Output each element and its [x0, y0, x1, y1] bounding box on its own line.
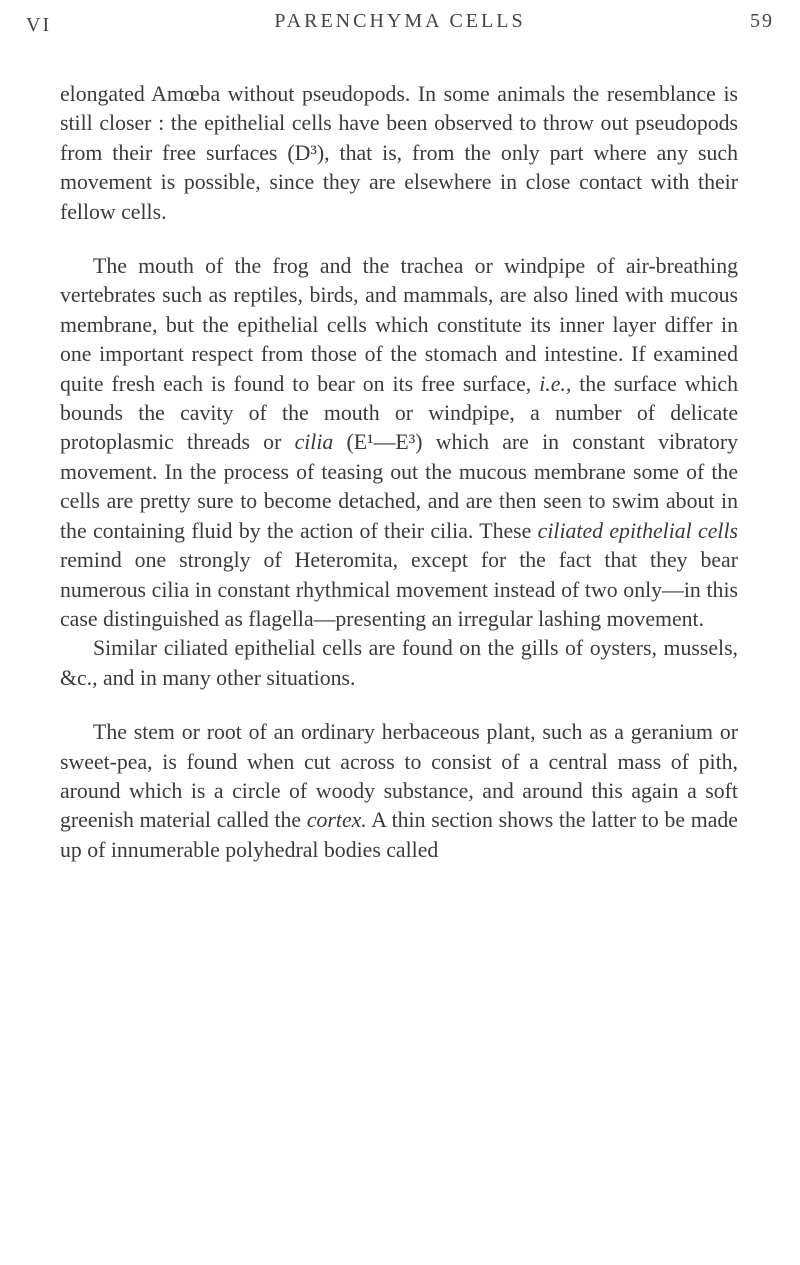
paragraph-text: elongated Amœba without pseudopods. In some animals the resemblance is still closer : the epithelial cells have been observed to throw out pseudopods from their free surfaces (D³), that is, from the only part where any such movement is possible, since they are elsewhere in close contact with their fellow cells. — [60, 82, 738, 224]
paragraph-continued — [60, 80, 738, 227]
page-number: 59 — [750, 10, 774, 32]
paragraph-mouth-trachea — [60, 252, 738, 634]
italic-ciliated-cells: ciliated epithelial cells — [537, 518, 738, 543]
italic-ie: i.e., — [539, 371, 572, 396]
paragraph-text-part: the surface which bounds the cavity of the mouth or windpipe, a number of delicate protoplasmic threads or — [60, 371, 738, 455]
body-text — [60, 80, 738, 865]
italic-cortex: cortex. — [306, 808, 367, 833]
chapter-number: VI — [26, 14, 52, 36]
paragraph-plant-stem — [60, 718, 738, 865]
paragraph-text: Similar ciliated epithelial cells are found on the gills of oysters, mussels, &c., and in many other situations. — [60, 636, 738, 690]
paragraph-text-part: The stem or root of an ordinary herbaceous plant, such as a geranium or sweet-pea, is found when cut across to consist of a central mass of pith, around which is a circle of woody substance, and around this again a soft greenish material called the — [60, 720, 738, 833]
paragraph-text-part: The mouth of the frog and the trachea or windpipe of air-breathing vertebrates such as reptiles, birds, and mammals, are also lined with mucous membrane, but the epithelial cells which constitute its inner layer differ in one important respect from those of the stomach and intestine. If examined quite fresh each is found to bear on its free surface, — [60, 254, 738, 396]
paragraph-text-part: remind one strongly of Heteromita, except for the fact that they bear numerous cilia in constant rhythmical movement instead of two only—in this case distinguished as flagella—presenting an irregular lashing movement. — [60, 548, 738, 631]
italic-cilia: cilia — [294, 430, 334, 455]
paragraph-text-part: A thin section shows the latter to be made up of innumerable polyhedral bodies called — [60, 808, 738, 862]
running-head — [26, 4, 774, 44]
running-title: PARENCHYMA CELLS — [274, 10, 526, 32]
paragraph-text-part: (E¹—E³) which are in constant vibratory movement. In the process of teasing out the mucous membrane some of the cells are pretty sure to become detached, and are then seen to swim about in the containing fluid by the action of their cilia. These — [60, 430, 738, 543]
paragraph-similar-cells — [60, 634, 738, 693]
